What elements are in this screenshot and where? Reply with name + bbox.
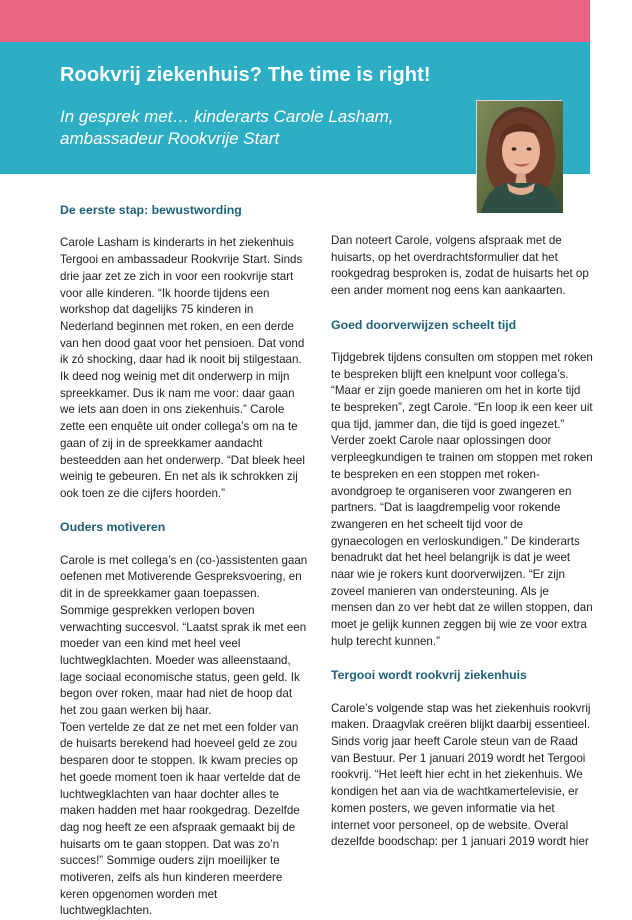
- header-pink-band: [0, 0, 590, 42]
- subtitle-line-2: ambassadeur Rookvrije Start: [60, 129, 280, 148]
- paragraph: Carole’s volgende stap was het ziekenhuis rookvrij maken. Draagvlak creëren blijkt daarbij essentieel. Sinds vorig jaar heeft Carole steun van de Raad van Bestuur. Per 1 januari 2019 wordt het Tergooi rookvrij. “Het leeft hier echt in het ziekenhuis. We kondigen het aan via de wachtkamertelevisie, er komen posters, we geven informatie via het internet voor personeel, op de website. Overal dezelfde boodschap: per 1 januari 2019 wordt hier: [331, 701, 591, 849]
- paragraph: Carole Lasham is kinderarts in het ziekenhuis Tergooi en ambassadeur Rookvrije Start. Sinds drie jaar zet ze zich in voor een rookvrije start voor alle kinderen. “Ik hoorde tijdens een workshop dat dagelijks 75 kinderen in Nederland beginnen met roken, en een derde van hen dood gaat voor het pensioen. Dat vond ik zó shocking, daar had ik nooit bij stilgestaan. Ik deed nog weinig met dit onderwerp in mijn spreekkamer. Dus ik nam me voor: daar gaan we iets aan doen in ons ziekenhuis.” Carole zette een enquête uit onder collega’s om na te gaan of zij in de spreekkamer aandacht besteedden aan het onderwerp. “Dat bleek heel weinig te gebeuren. En net als ik schrokken zij ook toen ze die cijfers hoorden.”: [60, 236, 305, 500]
- paragraph: Dan noteert Carole, volgens afspraak met de huisarts, op het overdrachtsformulier dat het rookgedrag besproken is, zodat de huisarts het op een ander moment nog eens kan aankaarten.: [331, 234, 589, 298]
- article-title: Rookvrij ziekenhuis? The time is right!: [60, 64, 431, 86]
- page-margin-strip: [590, 0, 632, 894]
- section-heading-bewustwording: De eerste stap: bewustwording: [60, 203, 242, 217]
- subtitle-line-1: In gesprek met… kinderarts Carole Lasham,: [60, 107, 394, 126]
- portrait-photo: [476, 100, 562, 212]
- paragraph: Toen vertelde ze dat ze net met een folder van de huisarts berekend had hoeveel geld ze zou besparen door te stoppen. Ik kwam precies op het goede moment toen ik haar vertelde dat de luchtwegklachten van haar dochter alles te maken hadden met haar rookgedrag. Dezelfde dag nog heeft ze een afspraak gemaakt bij de huisarts om te gaan stoppen. Dat was zo’n succes!” Sommige ouders zijn moeilijker te motiveren, zelfs als hun kinderen meerdere keren opgenomen worden met luchtwegklachten.: [60, 720, 301, 918]
- left-column: [60, 202, 310, 920]
- paragraph: Tijdgebrek tijdens consulten om stoppen met roken te bespreken blijft een knelpunt voor collega’s. “Maar er zijn goede manieren om het in korte tijd te bespreken”, zegt Carole. “En loop ik een keer uit qua tijd, jammer dan, die tijd is goed ingezet.” Verder zoekt Carole naar oplossingen door verpleegkundigen te trainen om stoppen met roken te bespreken en een stoppen met roken-avondgroep te organiseren voor zwangeren en partners. “Dat is laagdrempelig voor rokende zwangeren en het scheelt tijd voor de gynaecologen en verloskundigen.” De kinderarts benadrukt dat het heel belangrijk is dat je weet naar wie je rokers kunt doorverwijzen. “Er zijn zoveel manieren van ondersteuning. Als je mensen dan zo ver hebt dat ze willen stoppen, dan moet je gelijk kunnen zeggen bij wie ze voor extra hulp terecht kunnen.”: [331, 350, 593, 648]
- section-heading-ouders-motiveren: Ouders motiveren: [60, 520, 166, 535]
- section-heading-tergooi-rookvrij: Tergooi wordt rookvrij ziekenhuis: [331, 668, 527, 683]
- article-subtitle: [60, 106, 460, 150]
- section-heading-doorverwijzen: Goed doorverwijzen scheelt tijd: [331, 317, 517, 332]
- right-column: [331, 233, 593, 851]
- paragraph: Carole is met collega’s en (co-)assistenten gaan oefenen met Motiverende Gespreksvoering, en dit in de spreekkamer gaan toepassen. Sommige gesprekken verlopen boven verwachting succesvol. “Laatst sprak ik met een moeder van een kind met heel veel luchtwegklachten. Moeder was alleenstaand, lage sociaal economische status, geen geld. Ik begon over roken, maar had niet de hoop dat het zou gaan werken bij haar.: [60, 553, 308, 718]
- portrait-photo-graphic: [477, 101, 563, 213]
